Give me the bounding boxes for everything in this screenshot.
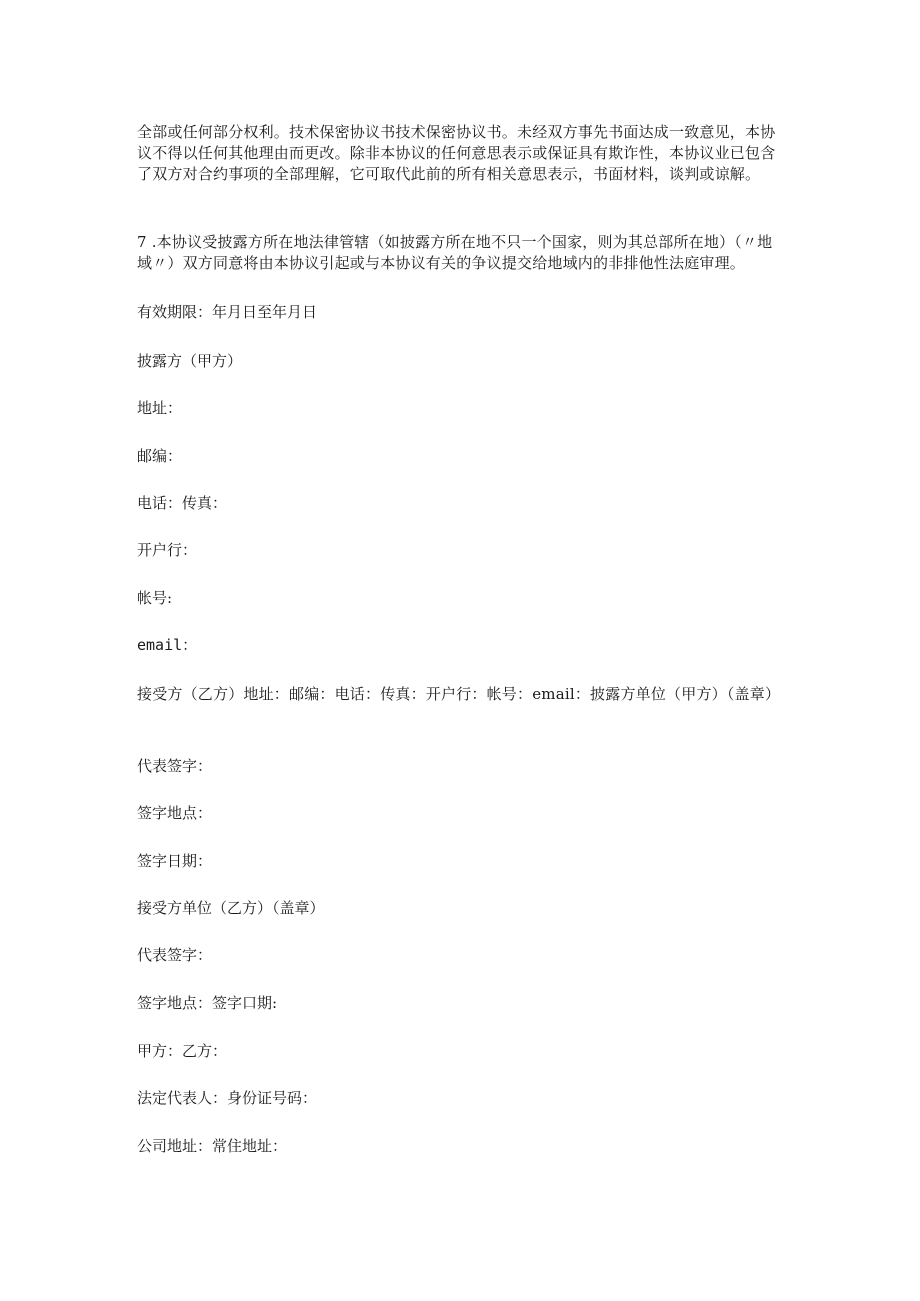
company-address: 公司地址：常住地址： [137, 1137, 288, 1155]
party-a-address: 地址： [137, 399, 183, 417]
party-a-postcode: 邮编： [137, 447, 183, 465]
party-a-account: 帐号: [137, 589, 173, 607]
validity-period: 有效期限：年月日至年月日 [137, 303, 318, 321]
receiver-unit: 接受方单位（乙方）（盖章） [137, 899, 325, 917]
paragraph-rights: 全部或任何部分权利。技术保密协议书技术保密协议书。未经双方事先书面达成一致意见，本协议不得以任何其他理由而更改。除非本协议的任何意思表示或保证具有欺诈性，本协议业已包含了双方对合约事项的全部理解，它可取代此前的所有相关意思表示，书面材料，谈判或谅解。 [137, 123, 776, 183]
sign-date-1: 签字日期： [137, 852, 213, 870]
rep-signature-1: 代表签字： [137, 757, 213, 775]
sign-place-1: 签字地点： [137, 804, 213, 822]
party-a-bank: 开户行： [137, 541, 198, 559]
sign-place-date-2: 签字地点：签字口期: [137, 994, 278, 1012]
party-b-details: 接受方（乙方）地址：邮编：电话：传真：开户行：帐号：email：披露方单位（甲方）（盖章） [137, 685, 781, 703]
party-a-phone-fax: 电话：传真： [137, 494, 228, 512]
paragraph-jurisdiction: 7 .本协议受披露方所在地法律管辖（如披露方所在地不只一个国家，则为其总部所在地）（〃地域〃）双方同意将由本协议引起或与本协议有关的争议提交给地域内的非排他性法庭审理。 [137, 233, 773, 272]
legal-representative: 法定代表人：身份证号码： [137, 1089, 318, 1107]
party-a-email: email： [137, 636, 198, 654]
party-a-title: 披露方（甲方） [137, 352, 243, 370]
rep-signature-2: 代表签字： [137, 946, 213, 964]
parties-line: 甲方：乙方： [137, 1042, 228, 1060]
